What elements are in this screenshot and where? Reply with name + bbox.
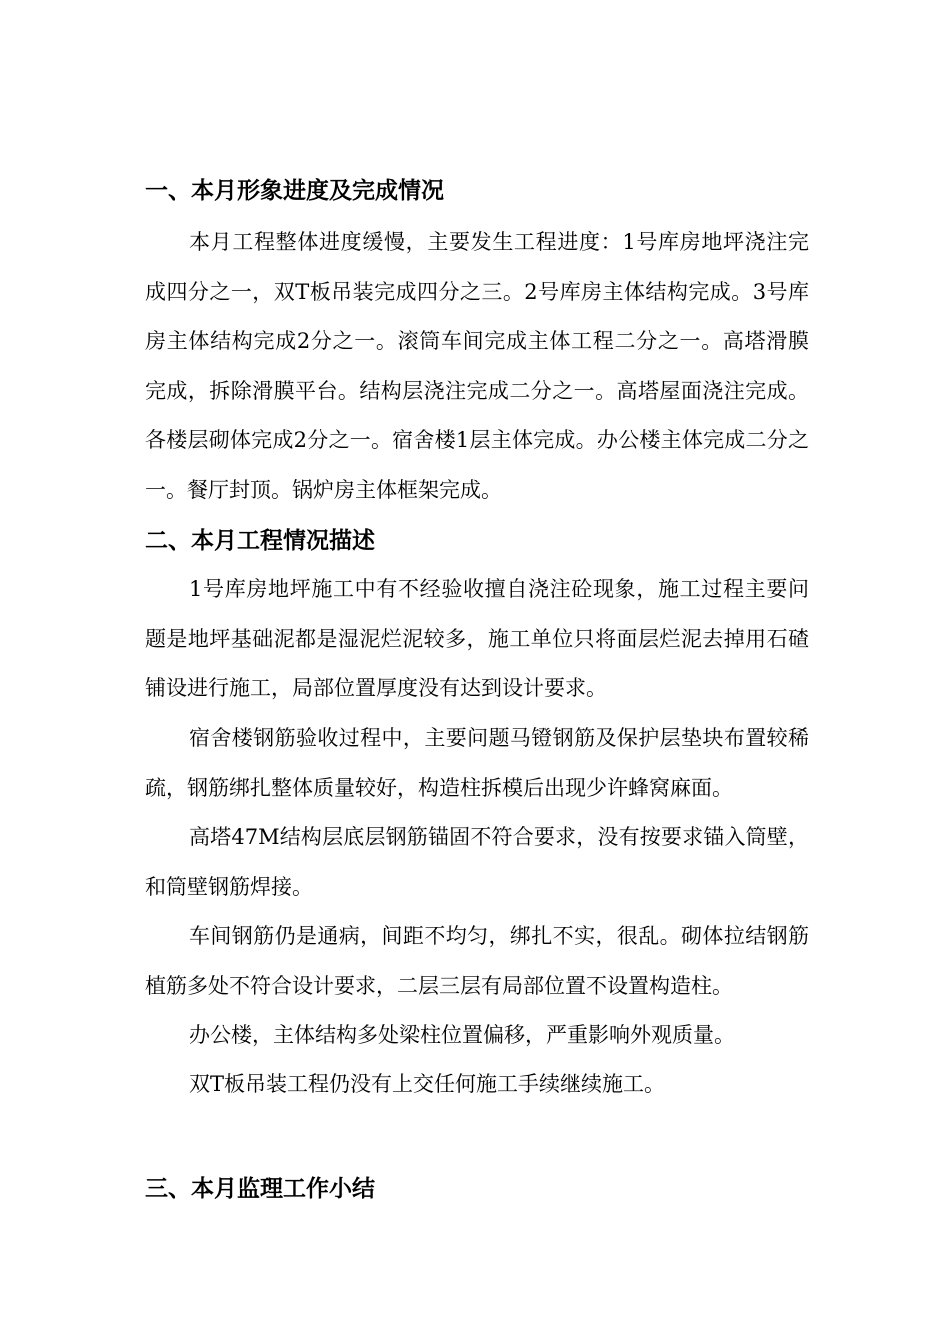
section-1-heading: 一、本月形象进度及完成情况	[145, 178, 444, 204]
section-2-heading: 二、本月工程情况描述	[145, 528, 375, 554]
section-2-paragraph-3: 高塔47M结构层底层钢筋锚固不符合要求，没有按要求锚入筒壁，和筒壁钢筋焊接。	[145, 825, 809, 899]
section-3-heading: 三、本月监理工作小结	[145, 1176, 375, 1202]
section-1-paragraph-1: 本月工程整体进度缓慢，主要发生工程进度：1号库房地坪浇注完成四分之一，双T板吊装完成四分之三。2号库房主体结构完成。3号库房主体结构完成2分之一。滚筒车间完成主体工程二分之一。高塔滑膜完成，拆除滑膜平台。结构层浇注完成二分之一。高塔屋面浇注完成。各楼层砌体完成2分之一。宿舍楼1层主体完成。办公楼主体完成二分之一。餐厅封顶。锅炉房主体框架完成。	[145, 230, 809, 502]
section-2-paragraph-4: 车间钢筋仍是通病，间距不均匀，绑扎不实，很乱。砌体拉结钢筋植筋多处不符合设计要求，二层三层有局部位置不设置构造柱。	[145, 924, 809, 998]
section-2-paragraph-5: 办公楼，主体结构多处梁柱位置偏移，严重影响外观质量。	[189, 1023, 735, 1047]
section-2-paragraph-6: 双T板吊装工程仍没有上交任何施工手续继续施工。	[189, 1072, 666, 1096]
section-2-paragraph-1: 1号库房地坪施工中有不经验收擅自浇注砼现象，施工过程主要问题是地坪基础泥都是湿泥烂泥较多，施工单位只将面层烂泥去掉用石碴铺设进行施工，局部位置厚度没有达到设计要求。	[145, 577, 809, 700]
section-2-paragraph-2: 宿舍楼钢筋验收过程中，主要问题马镫钢筋及保护层垫块布置较稀疏，钢筋绑扎整体质量较好，构造柱拆模后出现少许蜂窝麻面。	[145, 726, 809, 800]
